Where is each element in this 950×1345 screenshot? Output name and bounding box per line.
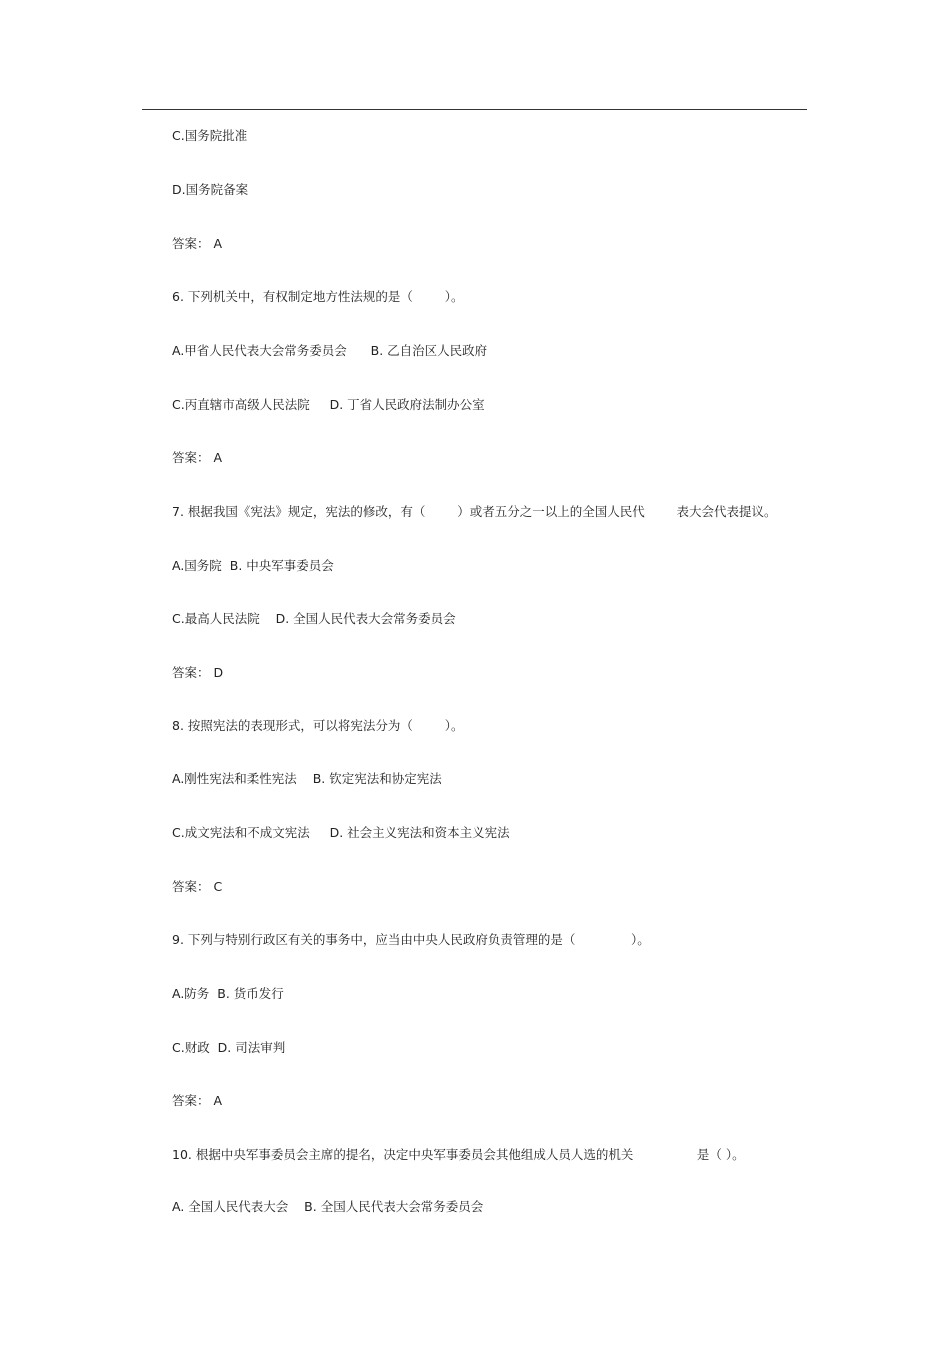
options-cd-q6: C.丙直辖市高级人民法院 D. 丁省人民政府法制办公室 — [172, 397, 485, 412]
options-ab-q10: A. 全国人民代表大会 B. 全国人民代表大会常务委员会 — [172, 1199, 484, 1214]
question-9: 9. 下列与特别行政区有关的事务中，应当由中央人民政府负责管理的是（ ）。 — [172, 932, 650, 947]
question-8: 8. 按照宪法的表现形式，可以将宪法分为（ ）。 — [172, 718, 464, 733]
options-ab-q6: A.甲省人民代表大会常务委员会 B. 乙自治区人民政府 — [172, 343, 488, 358]
answer-q5: 答案： A — [172, 236, 223, 251]
option-c-q5: C.国务院批准 — [172, 128, 248, 143]
question-10: 10. 根据中央军事委员会主席的提名，决定中央军事委员会其他组成人员人选的机关 是（ ）。 — [172, 1147, 745, 1162]
answer-q7: 答案： D — [172, 665, 224, 680]
options-cd-q9: C.财政 D. 司法审判 — [172, 1040, 286, 1055]
options-cd-q7: C.最高人民法院 D. 全国人民代表大会常务委员会 — [172, 611, 456, 626]
answer-q8: 答案： C — [172, 879, 223, 894]
option-d-q5: D.国务院备案 — [172, 182, 249, 197]
answer-q9: 答案： A — [172, 1093, 223, 1108]
options-ab-q8: A.刚性宪法和柔性宪法 B. 钦定宪法和协定宪法 — [172, 771, 442, 786]
options-ab-q9: A.防务 B. 货币发行 — [172, 986, 284, 1001]
header-rule — [142, 109, 807, 110]
question-7: 7. 根据我国《宪法》规定，宪法的修改，有（ ）或者五分之一以上的全国人民代 表大会代表提议。 — [172, 504, 777, 519]
question-6: 6. 下列机关中，有权制定地方性法规的是（ ）。 — [172, 289, 464, 304]
options-cd-q8: C.成文宪法和不成文宪法 D. 社会主义宪法和资本主义宪法 — [172, 825, 510, 840]
options-ab-q7: A.国务院 B. 中央军事委员会 — [172, 558, 334, 573]
answer-q6: 答案： A — [172, 450, 223, 465]
